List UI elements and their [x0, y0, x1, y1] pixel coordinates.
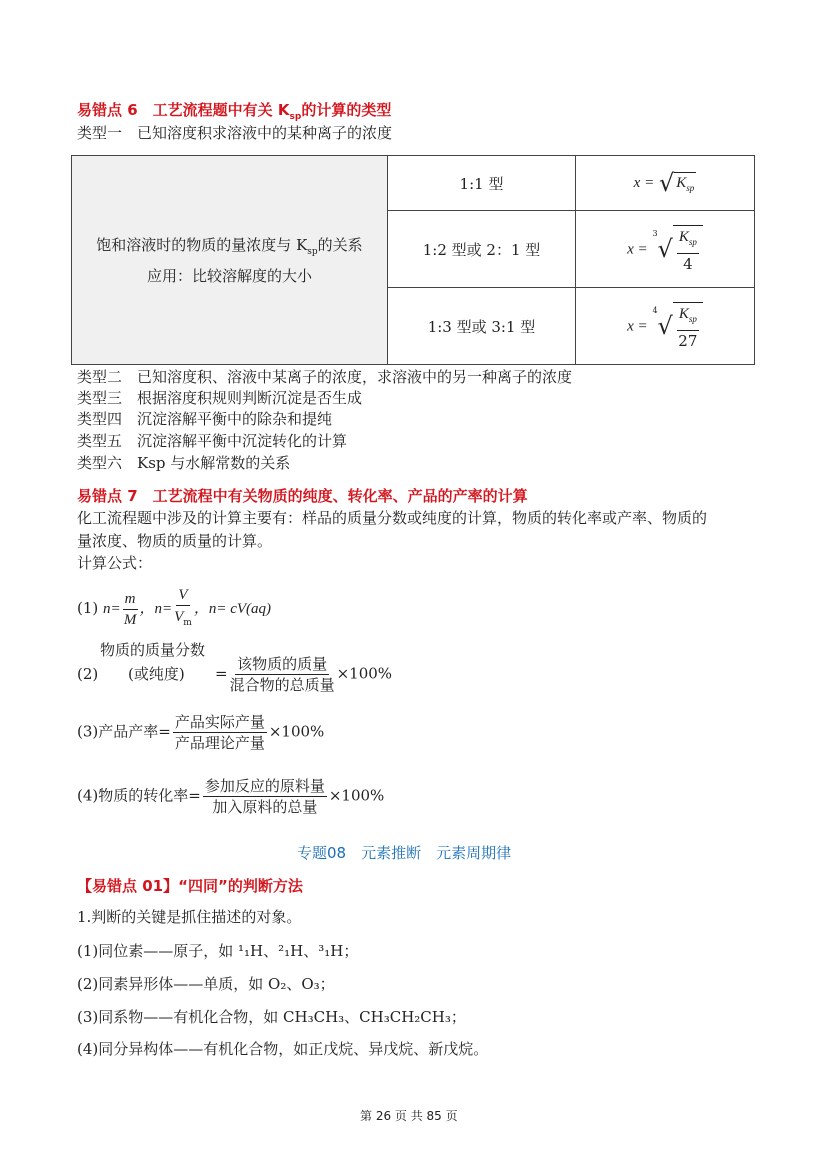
paragraph: 化工流程题中涉及的计算主要有：样品的质量分数或纯度的计算，物质的转化率或产率、物质的	[77, 509, 708, 527]
type-3: 类型三 根据溶度积规则判断沉淀是否生成	[77, 389, 363, 407]
paragraph: 量浓度、物质的质量的计算。	[77, 532, 273, 550]
paragraph: 计算公式：	[77, 554, 153, 572]
sp: sp	[686, 183, 695, 193]
fourth-root	[652, 302, 702, 351]
type-cell: 1:1 型	[388, 156, 576, 211]
type-6: 类型六 Ksp 与水解常数的关系	[77, 454, 291, 472]
formula-1	[77, 585, 271, 633]
eq: =	[215, 664, 228, 683]
denominator: 4	[683, 254, 693, 273]
K: K	[678, 305, 689, 322]
K: K	[676, 175, 687, 191]
relation-cell	[72, 156, 388, 365]
type-cell: 1:2 型或 2：1 型	[388, 211, 576, 288]
line: (2)同素异形体——单质，如 O₂、O₃；	[77, 975, 335, 993]
cell-text: 饱和溶液时的物质的量浓度与 K	[96, 235, 308, 254]
denominator: 产品理论产量	[174, 734, 265, 752]
denominator: 混合物的总质量	[229, 676, 335, 694]
f-text: n=	[103, 601, 121, 617]
line: 1.判断的关键是抓住描述的对象。	[77, 908, 302, 926]
sub: m	[183, 618, 192, 628]
root-index: 4	[652, 305, 658, 315]
type-1: 类型一 已知溶度积求溶液中的某种离子的浓度	[77, 124, 393, 142]
heading-part: 易错点 6 工艺流程题中有关 K	[77, 101, 290, 119]
formula-3	[77, 712, 324, 753]
sp: sp	[688, 236, 697, 247]
cell-sub: sp	[307, 246, 318, 257]
formula-x: x =	[627, 241, 648, 257]
formula-2-mid: (或纯度)	[128, 665, 185, 683]
type-2: 类型二 已知溶度积、溶液中某离子的浓度，求溶液中的另一种离子的浓度	[77, 368, 573, 386]
formula-cell	[576, 156, 755, 211]
cube-root	[652, 225, 702, 274]
tail: ×100%	[328, 786, 385, 805]
formula-cell	[576, 211, 755, 288]
type-5: 类型五 沉淀溶解平衡中沉淀转化的计算	[77, 432, 348, 450]
K: K	[678, 228, 689, 245]
section-01-heading: 【易错点 01】“四同”的判断方法	[77, 877, 303, 895]
label: (1)	[77, 599, 99, 617]
denominator: 27	[678, 331, 698, 350]
numerator: 参加反应的原料量	[204, 777, 325, 795]
f-text: ，n= cV(aq)	[193, 601, 272, 617]
page-footer: 第 26 页 共 85 页	[360, 1109, 458, 1123]
radical-icon: √	[658, 169, 675, 197]
heading-part: 的计算的类型	[301, 101, 392, 119]
line: (4)同分异构体——有机化合物，如正戊烷、异戊烷、新戊烷。	[77, 1040, 489, 1058]
sqrt	[659, 169, 696, 197]
cell-text: 的关系	[317, 235, 363, 254]
label: (3)产品产率=	[77, 722, 171, 741]
ksp-table	[71, 155, 755, 365]
formula-cell	[576, 288, 755, 365]
numerator: V	[176, 585, 189, 606]
line: (3)同系物——有机化合物，如 CH₃CH₃、CH₃CH₂CH₃；	[77, 1008, 466, 1026]
formula-x: x =	[633, 175, 655, 191]
label: (4)物质的转化率=	[77, 786, 201, 805]
radical-icon: √	[657, 235, 673, 263]
denominator: 加入原料的总量	[212, 798, 318, 816]
numerator: m	[123, 589, 138, 610]
numerator: 产品实际产量	[174, 713, 265, 731]
denominator: M	[123, 611, 137, 628]
tail: ×100%	[268, 722, 325, 741]
formula-x: x =	[627, 318, 648, 334]
formula-4	[77, 776, 384, 817]
radical-icon: √	[657, 312, 673, 340]
numerator: 该物质的质量	[237, 655, 328, 673]
type-4: 类型四 沉淀溶解平衡中的除杂和提纯	[77, 410, 333, 428]
formula-2-label: (2)	[77, 665, 99, 683]
root-index: 3	[652, 228, 658, 238]
topic-title: 专题08 元素推断 元素周期律	[297, 844, 512, 862]
denominator: V	[174, 609, 184, 625]
line: (1)同位素——原子，如 ¹₁H、²₁H、³₁H；	[77, 942, 359, 960]
heading-sub: sp	[289, 112, 302, 122]
formula-2	[215, 654, 392, 695]
tail: ×100%	[336, 664, 393, 683]
cell-text: 应用：比较溶解度的大小	[146, 266, 312, 285]
formula-2-top: 物质的质量分数	[100, 641, 206, 659]
sp: sp	[688, 313, 697, 324]
type-cell: 1:3 型或 3:1 型	[388, 288, 576, 365]
section-7-heading: 易错点 7 工艺流程中有关物质的纯度、转化率、产品的产率的计算	[77, 487, 528, 505]
f-text: ，n=	[139, 601, 173, 617]
